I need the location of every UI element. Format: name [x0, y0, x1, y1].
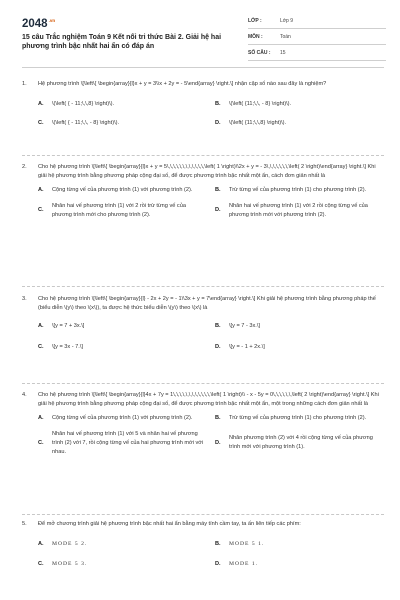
option-text: Cộng từng vế của phương trình (1) với phương trình (2). — [52, 187, 193, 194]
question-3 — [22, 295, 384, 355]
option-c[interactable] — [38, 340, 207, 355]
option-d[interactable] — [215, 557, 384, 572]
option-text: Nhân hai vế phương trình (1) với 5 và nhân hai vế phương trình (2) với 7, rồi cộng từng vế của hai phương trình mới với nhau. — [52, 430, 204, 456]
option-c[interactable] — [38, 116, 207, 131]
question-divider — [22, 383, 384, 384]
header-divider — [22, 67, 384, 68]
question-number: 5. — [22, 521, 27, 527]
option-d[interactable] — [215, 199, 384, 223]
question-divider — [22, 155, 384, 156]
option-b[interactable] — [215, 537, 384, 552]
options — [38, 411, 384, 460]
option-letter: A. — [38, 101, 44, 108]
page-title: 15 câu Trắc nghiệm Toán 9 Kết nối tri thức Bài 2. Giải hệ hai phương trình bậc nhất hai ẩn có đáp án — [22, 34, 222, 51]
option-letter: B. — [215, 323, 221, 330]
option-text: MODE 5 1. — [229, 541, 265, 548]
option-text: \[y = 7 - 3x.\] — [229, 323, 260, 330]
option-letter: C. — [38, 439, 44, 446]
option-text: \(\left( { - 11;\,\, - 8} \right)\). — [52, 120, 120, 127]
info-value: Lớp 9 — [280, 17, 294, 24]
option-letter: C. — [38, 120, 44, 127]
option-b[interactable] — [215, 319, 384, 334]
option-text: \(\left( {11;\,\,8} \right)\). — [229, 120, 287, 127]
option-letter: A. — [38, 187, 44, 194]
question-divider — [22, 286, 384, 287]
question-number: 4. — [22, 392, 27, 398]
question-stem — [22, 520, 384, 529]
info-label: SỐ CÂU : — [248, 49, 271, 56]
option-d[interactable] — [215, 340, 384, 355]
question-text: Cho hệ phương trình \[\left\{ \begin{array}{l}x + y = 5\,\,\,\,\,\,\,\,\,\,\,\,\left( 1 \right)\\2x + y = - 3\,\,\,\,\,\,\,\left( 2 \right)\end{array} \right.\] Khi giải hệ phương trình bằng phương pháp cộng đại số, để được phương trình bậc nhất một ẩn, cách đơn giản nhất là — [38, 164, 376, 180]
logo-text: 2048 — [22, 18, 48, 30]
info-value: 15 — [280, 49, 286, 56]
option-b[interactable] — [215, 183, 384, 198]
options — [38, 319, 384, 354]
option-letter: A. — [38, 323, 44, 330]
option-letter: B. — [215, 415, 221, 422]
option-letter: D. — [215, 120, 221, 127]
option-text: Trừ từng vế của phương trình (1) cho phương trình (2). — [229, 187, 367, 194]
option-text: MODE 5 2. — [52, 541, 88, 548]
question-number: 1. — [22, 81, 27, 87]
option-c[interactable] — [38, 199, 207, 223]
info-label: MÔN : — [248, 33, 263, 40]
info-row-class — [248, 13, 386, 29]
question-5 — [22, 520, 384, 573]
option-letter: C. — [38, 343, 44, 350]
option-a[interactable] — [38, 97, 207, 112]
option-text: \[y = - 1 + 2x.\] — [229, 343, 265, 350]
question-divider — [22, 514, 384, 515]
option-text: \(\left( { - 11;\,\,8} \right)\). — [52, 101, 115, 108]
info-box — [248, 13, 386, 61]
question-stem — [22, 295, 384, 313]
option-text: Trừ từng vế của phương trình (1) cho phương trình (2). — [229, 415, 367, 422]
option-letter: D. — [215, 343, 221, 350]
option-letter: C. — [38, 207, 44, 214]
question-stem — [22, 391, 384, 409]
question-text: Cho hệ phương trình \[\left\{ \begin{array}{l} - 2x + 2y = - 1\\3x + y = 7\end{array} \right.\] Khi giải hệ phương trình bằng phương pháp thế (biểu diễn \(y\) theo \(x\)), ta được hệ thức biểu diễn \(y\) theo \(x\) là — [38, 296, 376, 312]
site-logo[interactable] — [22, 18, 55, 30]
options — [38, 183, 384, 223]
options — [38, 97, 384, 131]
option-text: Nhân hai vế phương trình (1) với 2 rồi cộng từng vế của phương trình mới với phương trình (2). — [229, 202, 368, 218]
info-row-subject — [248, 29, 386, 45]
option-text: Nhân hai vế phương trình (1) với 2 rồi trừ từng vế của phương trình mới cho phương trình (2). — [52, 202, 186, 218]
question-1 — [22, 80, 384, 132]
option-letter: B. — [215, 101, 221, 108]
info-value: Toán — [280, 33, 291, 40]
question-stem — [22, 163, 384, 181]
option-b[interactable] — [215, 97, 384, 112]
option-letter: B. — [215, 187, 221, 194]
option-letter: A. — [38, 415, 44, 422]
option-letter: A. — [38, 541, 44, 548]
info-label: LỚP : — [248, 17, 262, 24]
question-text: Cho hệ phương trình \[\left\{ \begin{array}{l}4x + 7y = 1\,\,\,\,\,\,\,\,\,\,\,\,\left( 1 \right)\\ - x - 5y = 0\,\,\,\,\,\,\left( 2 \right)\end{array} \right.\] Khi giải hệ phương trình bằng phương pháp cộng đại số, để được phương trình bậc nhất một ẩn, một trong những cách đơn giản nhất là — [38, 392, 379, 408]
option-text: Cộng từng vế của phương trình (1) với phương trình (2). — [52, 415, 193, 422]
option-c[interactable] — [38, 427, 207, 461]
question-stem — [22, 80, 384, 89]
option-a[interactable] — [38, 319, 207, 334]
option-text: \[y = 7 + 3x.\] — [52, 323, 85, 330]
option-a[interactable] — [38, 411, 207, 426]
option-text: \[y = 3x - 7.\] — [52, 343, 83, 350]
option-a[interactable] — [38, 183, 207, 198]
question-text: Hệ phương trình \[\left\{ \begin{array}{l}x + y = 3\\x + 2y = - 5\end{array} \right.\] nhận cặp số nào sau đây là nghiệm? — [38, 81, 327, 87]
option-a[interactable] — [38, 537, 207, 552]
option-d[interactable] — [215, 116, 384, 131]
options — [38, 537, 384, 572]
question-text: Để mở chương trình giải hệ phương trình bậc nhất hai ẩn bằng máy tính cầm tay, ta ấn liên tiếp các phím: — [38, 521, 301, 527]
option-letter: D. — [215, 439, 221, 446]
option-b[interactable] — [215, 411, 384, 426]
question-2 — [22, 163, 384, 223]
option-d[interactable] — [215, 427, 384, 461]
option-letter: D. — [215, 561, 221, 568]
question-number: 3. — [22, 296, 27, 302]
option-text: MODE 5 3. — [52, 561, 88, 568]
question-number: 2. — [22, 164, 27, 170]
info-row-count — [248, 45, 386, 61]
option-c[interactable] — [38, 557, 207, 572]
question-4 — [22, 391, 384, 460]
option-text: Nhân phương trình (2) với 4 rồi cộng từng vế của phương trình mới với phương trình (1). — [229, 435, 373, 451]
option-letter: B. — [215, 541, 221, 548]
logo-suffix: .vn — [48, 18, 56, 24]
option-letter: D. — [215, 207, 221, 214]
option-text: MODE 1. — [229, 561, 259, 568]
option-letter: C. — [38, 561, 44, 568]
option-text: \(\left( {11;\,\, - 8} \right)\). — [229, 101, 292, 108]
